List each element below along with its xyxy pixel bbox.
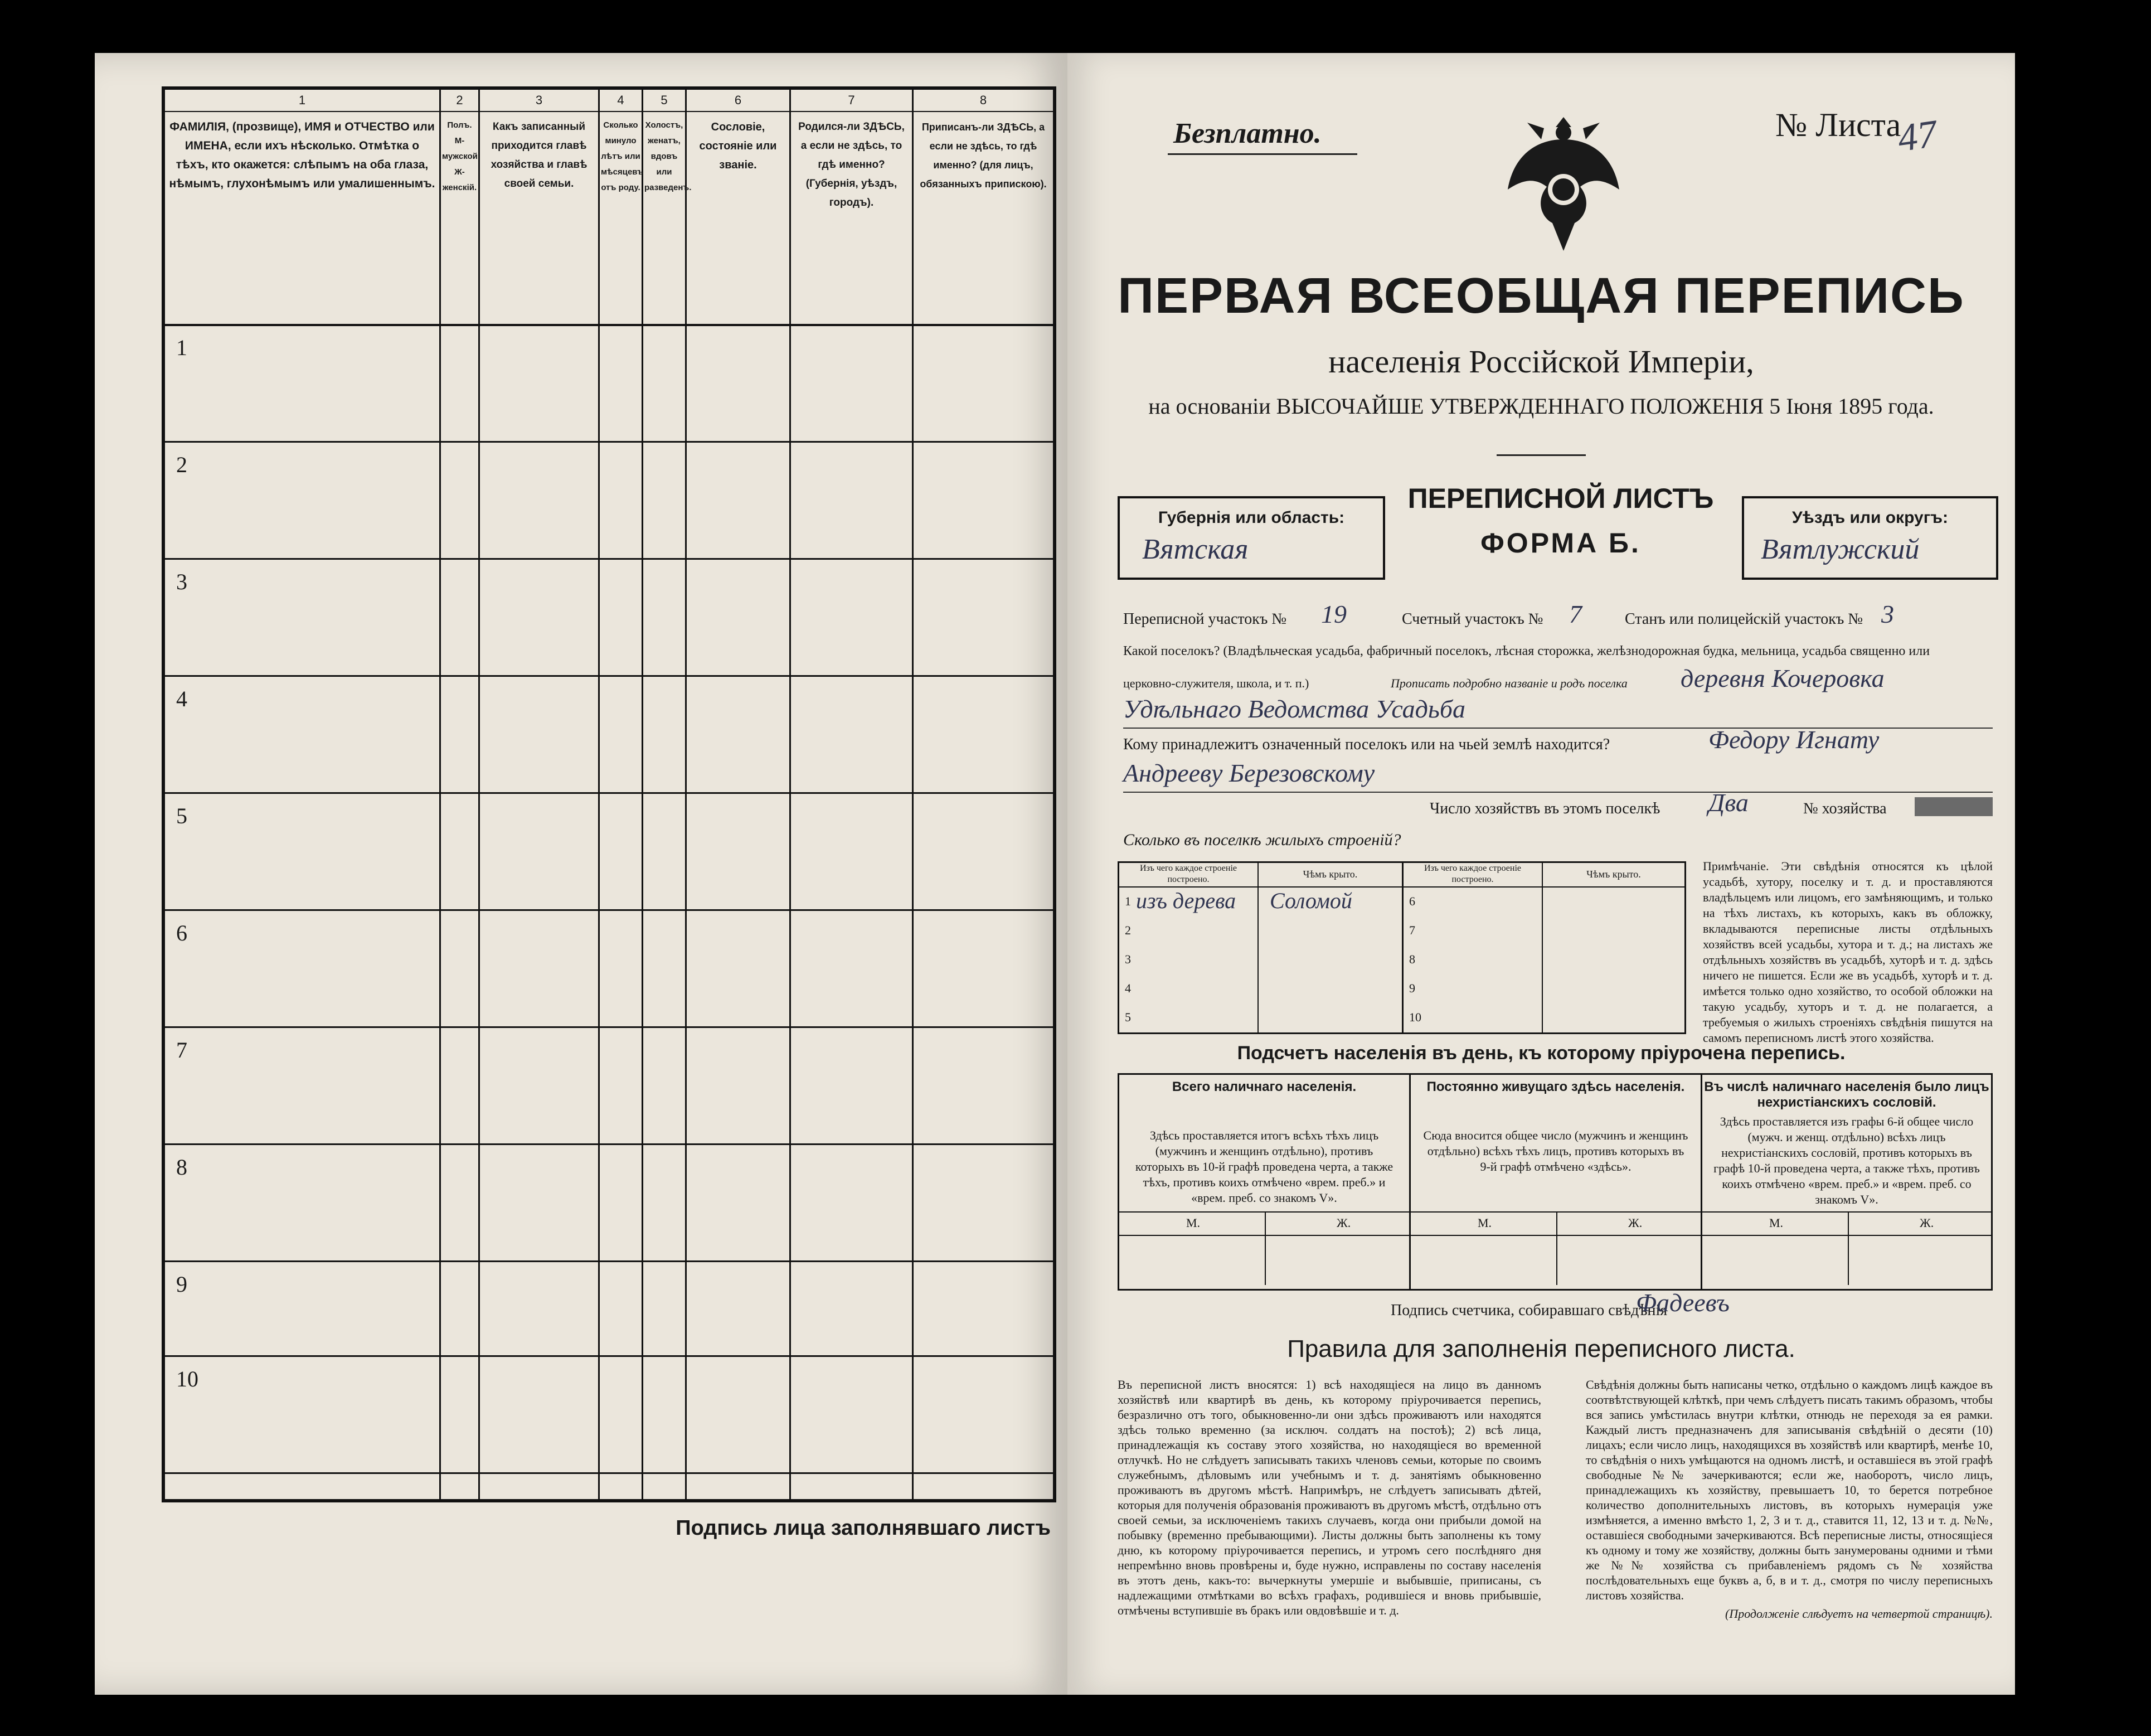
count-column-total — [1119, 1075, 1411, 1289]
column-header: Какъ записанный приходится главѣ хозяйства и главѣ своей семьи. — [491, 121, 587, 190]
row-number: 8 — [1409, 952, 1415, 966]
row-number: 3 — [176, 569, 187, 594]
row-number: 1 — [176, 335, 187, 360]
note-text: Примѣчаніе. Эти свѣдѣнія относятся къ цѣлой усадьбѣ, хутору, поселку и т. д. и проставляются владѣльцемъ или лицомъ, его замѣняющимъ, и только на тѣхъ листахъ, къ которыхъ, какъ въ обложку, вкладываются переписные листы отдѣльныхъ хозяйствъ всей усадьбы, хутора и т. д.; на листахъ же отдѣльныхъ хозяйствъ въ усадьбѣ, хуторѣ и т. д. здѣсь ничего не пишется. Если же въ усадьбѣ, хуторѣ и т. д. имѣется только одно хозяйство, то особой обложки на такую усадьбу, хуторъ и т. д. не полагается, а требуемыя о жилыхъ строеніяхъ свѣдѣнія пишутся на самомъ переписномъ листѣ этого хозяйства. — [1703, 859, 1993, 1045]
buildings-left-half — [1119, 863, 1404, 1032]
count-column-permanent — [1411, 1075, 1702, 1289]
settlement-question-2: церковно-служителя, школа, и т. п.) — [1123, 676, 1309, 690]
table-row — [165, 675, 1053, 711]
row-number: 9 — [176, 1272, 187, 1297]
page-subtitle: населенія Россійской Имперіи, — [1328, 343, 1754, 380]
census-table — [162, 86, 1056, 1502]
settlement-hint: Прописать подробно названіе и родъ поселка — [1391, 676, 1628, 690]
rules-left-text: Въ переписной листъ вносятся: 1) всѣ находящіеся на лицо въ данномъ хозяйствѣ или квартирѣ въ день, къ которому пріурочивается перепись, безразлично отъ того, обыкновенно-ли они здѣсь проживаютъ или находятся здѣсь только временно (за исключ. солдатъ на постоѣ); 2) всѣ лица, принадлежащія къ составу этого хозяйства, но находящіеся во временной отлучкѣ. Но не слѣдуетъ записывать такихъ членовъ семьи, которые по своимъ служебнымъ, дѣловымъ или учебнымъ и т. д. занятіямъ обыкновенно проживаютъ въ другомъ мѣстѣ. Напримѣръ, не слѣдуетъ записывать дѣтей, которыя для полученія образованія проживаютъ въ другомъ мѣстѣ, отдѣльно отъ своей семьи, за исключеніемъ такихъ случаевъ, когда они прибыли домой на побывку (временно пребывающими). Листы должны быть заполнены къ тому дню, къ которому пріурочивается перепись, и утромъ сего послѣдняго дня непремѣнно вновь провѣрены и, буде нужно, исправлены по составу населенія въ этотъ день, какъ-то: вычеркнуты умершіе и выбывшіе, приписаны, съ надлежащими отмѣтками во всѣхъ графахъ, родившіеся и вновь прибывшіе, отмѣчены вступившіе въ бракъ или овдовѣвшіе и т. д. — [1118, 1378, 1541, 1617]
column-number: 7 — [791, 90, 912, 112]
row-number: 8 — [176, 1155, 187, 1180]
divider — [1497, 454, 1586, 456]
stan-value[interactable]: 3 — [1881, 600, 1894, 628]
male-label: М. — [1478, 1216, 1492, 1230]
gubernia-label: Губернія или область: — [1158, 508, 1345, 527]
census-district-label: Переписной участокъ № — [1123, 610, 1287, 628]
column-2 — [441, 90, 480, 1499]
female-label: Ж. — [1920, 1216, 1934, 1230]
column-header: Полъ. М-мужской. Ж-женскій. — [442, 120, 480, 192]
owner-value-1[interactable]: Федору Игнату — [1708, 725, 1880, 754]
count-column-header: Постоянно живущаго здѣсь населенія. — [1426, 1079, 1685, 1094]
divider — [1123, 792, 1993, 793]
left-page — [95, 53, 1067, 1695]
count-column-header: Въ числѣ наличнаго населенія было лицъ нехристіанскихъ сословій. — [1704, 1079, 1989, 1110]
household-no-label: № хозяйства — [1803, 800, 1887, 817]
column-number: 3 — [480, 90, 598, 112]
table-row — [165, 909, 1053, 945]
table-row — [165, 441, 1053, 477]
column-number: 8 — [914, 90, 1053, 112]
row-number: 5 — [176, 803, 187, 828]
female-label: Ж. — [1337, 1216, 1351, 1230]
table-row — [165, 1355, 1053, 1391]
uyezd-value[interactable]: Вятлужский — [1761, 534, 1920, 565]
form-title: ПЕРЕПИСНОЙ ЛИСТЪ — [1407, 483, 1714, 514]
column-header: Сословіе, состояніе или званіе. — [699, 121, 777, 171]
roof-header: Чѣмъ крыто. — [1259, 863, 1402, 888]
right-page — [1067, 53, 2015, 1695]
row-number: 1 — [1125, 894, 1131, 908]
table-row — [165, 1260, 1053, 1297]
divider — [1848, 1213, 1849, 1285]
settlement-question: Какой поселокъ? (Владѣльческая усадьба, фабричный поселокъ, лѣсная сторожка, желѣзнодорожная будка, мельница, усадьба священно или — [1123, 644, 1930, 658]
column-header: ФАМИЛІЯ, (прозвище), ИМЯ и ОТЧЕСТВО или ИМЕНА, если ихъ нѣсколько. Отмѣтка о тѣхъ, кто окажется: слѣпымъ на оба глаза, нѣмымъ, глухонѣмымъ или умалишеннымъ. — [169, 120, 435, 190]
rules-right-text — [1586, 1377, 1993, 1621]
material-header: Изъ чего каждое строеніе построено. — [1119, 863, 1259, 888]
row-number: 10 — [176, 1366, 198, 1391]
count-column-non-christian — [1702, 1075, 1991, 1289]
rules-right-body: Свѣдѣнія должны быть написаны четко, отдѣльно о каждомъ лицѣ каждое въ соотвѣтствующей клѣткѣ, при чемъ слѣдуетъ писать такимъ образомъ, чтобы вся запись умѣстилась внутри клѣтки, отнюдь не переходя за ея рамки. Каждый листъ предназначенъ для записыванія свѣдѣній о десяти (10) лицахъ; если число лицъ, находящихся въ хозяйствѣ или квартирѣ, менѣе 10, то свѣдѣнія о нихъ умѣщаются на одномъ листѣ, и оставшіеся въ этой графѣ свободные №№ зачеркиваются; если же, наоборотъ, число лицъ, принадлежащихъ къ хозяйству, превышаетъ 10, то берется потребное количество дополнительныхъ листовъ, въ которыхъ нумерація уже измѣняется, а именно вмѣсто 1, 2, 3 и т. д., ставится 11, 12, 13 и т. д. №№, оставшіеся свободными зачеркиваются. Всѣ переписные листы, относящіеся къ одному и тому же хозяйству, должны быть занумерованы одними и тѣми же №№ хозяйства съ прибавленіемъ рядомъ съ № хозяйства послѣдовательныхъ еще буквъ а, б, в и т. д., смотря по числу переписныхъ листовъ хозяйства. — [1586, 1378, 1993, 1602]
population-count-table — [1118, 1073, 1993, 1291]
mf-row — [1702, 1211, 1991, 1236]
buildings-table — [1118, 861, 1686, 1034]
households-value[interactable]: Два — [1708, 788, 1749, 817]
counter-sign-value[interactable]: Фадеевъ — [1636, 1288, 1730, 1317]
table-row — [165, 1472, 1053, 1474]
count-column-desc: Здѣсь проставляется итогъ всѣхъ тѣхъ лицъ (мужчинъ и женщинъ отдѣльно), противъ которыхъ въ 10-й графѣ проведена черта, а также тѣхъ, противъ коихъ отмѣчено «врем. преб.» и «врем. преб. со знакомъ V». — [1135, 1128, 1393, 1205]
row-number: 7 — [1409, 923, 1415, 937]
stan-label: Станъ или полицейскій участокъ № — [1625, 610, 1863, 628]
column-6 — [687, 90, 791, 1499]
column-5 — [643, 90, 692, 1499]
male-label: М. — [1769, 1216, 1784, 1230]
column-3 — [480, 90, 600, 1499]
gubernia-box — [1118, 496, 1385, 580]
material-header: Изъ чего каждое строеніе построено. — [1404, 863, 1543, 888]
row1-roof[interactable]: Соломой — [1270, 888, 1352, 913]
row-number: 6 — [1409, 894, 1415, 908]
census-district-value[interactable]: 19 — [1321, 600, 1347, 628]
settlement-value-2[interactable]: Удѣльнаго Ведомства Усадьба — [1123, 695, 1465, 723]
column-header: Родился-ли ЗДѢСЬ, а если не здѣсь, то гдѣ именно? (Губернія, уѣздъ, городъ). — [798, 121, 905, 208]
row-number: 6 — [176, 920, 187, 945]
column-header: Холостъ, женатъ, вдовъ или разведенъ. — [644, 120, 692, 192]
sheet-number-label: № Листа — [1775, 106, 1901, 143]
form-subtitle: ФОРМА Б. — [1480, 527, 1641, 559]
table-row — [165, 1143, 1053, 1180]
column-4 — [600, 90, 643, 1499]
row-number: 4 — [1125, 981, 1131, 995]
owner-label: Кому принадлежитъ означенный поселокъ или на чьей землѣ находится? — [1123, 736, 1610, 753]
rules-continued: (Продолженіе слѣдуетъ на четвертой страницѣ). — [1725, 1607, 1993, 1621]
material-column — [1404, 888, 1543, 1032]
count-column-header: Всего наличнаго населенія. — [1172, 1079, 1357, 1094]
uyezd-label: Уѣздъ или округъ: — [1791, 508, 1949, 527]
table-row — [165, 792, 1053, 828]
count-column-desc: Здѣсь проставляется изъ графы 6-й общее число (мужч. и женщ. отдѣльно) всѣхъ лицъ нехристіанскихъ сословій, противъ которыхъ въ графѣ 10-й проведена черта, а также тѣхъ, противъ коихъ отмѣчено «врем. преб.» и «врем. преб. со знакомъ V». — [1713, 1114, 1980, 1206]
free-label: Безплатно. — [1173, 118, 1322, 149]
redacted-mark — [1915, 797, 1993, 816]
column-number: 1 — [165, 90, 439, 112]
row-number: 7 — [176, 1037, 187, 1063]
divider — [1168, 153, 1357, 155]
row-number: 5 — [1125, 1010, 1131, 1024]
uyezd-box — [1742, 496, 1998, 580]
owner-value-2[interactable]: Андрееву Березовскому — [1123, 759, 1375, 787]
page-title: ПЕРВАЯ ВСЕОБЩАЯ ПЕРЕПИСЬ — [1118, 268, 1965, 324]
count-district-value[interactable]: 7 — [1569, 600, 1582, 628]
table-row — [165, 324, 1053, 360]
row1-material[interactable]: изъ дерева — [1136, 888, 1236, 913]
settlement-value-1[interactable]: деревня Кочеровка — [1681, 664, 1885, 692]
count-title: Подсчетъ населенія въ день, къ которому пріурочена перепись. — [1237, 1042, 1846, 1064]
households-label: Число хозяйствъ въ этомъ поселкѣ — [1430, 800, 1660, 817]
row-number: 2 — [176, 452, 187, 477]
buildings-right-half — [1404, 863, 1684, 1032]
column-header: Приписанъ-ли ЗДѢСЬ, а если не здѣсь, то гдѣ именно? (для лицъ, обязанныхъ припискою). — [920, 122, 1047, 190]
imperial-eagle-icon — [1502, 106, 1625, 262]
count-district-label: Счетный участокъ № — [1402, 610, 1543, 628]
row-number: 2 — [1125, 923, 1131, 937]
column-number: 2 — [441, 90, 478, 112]
row-number: 4 — [176, 686, 187, 711]
column-number: 6 — [687, 90, 789, 112]
count-column-desc: Сюда вносится общее число (мужчинъ и женщинъ отдѣльно) всѣхъ тѣхъ лицъ, противъ которыхъ въ 9-й графѣ отмѣчено «здѣсь». — [1423, 1128, 1688, 1174]
table-row — [165, 1026, 1053, 1063]
divider — [1265, 1213, 1266, 1285]
column-8 — [914, 90, 1053, 1499]
row-number: 3 — [1125, 952, 1131, 966]
column-number: 4 — [600, 90, 642, 112]
male-label: М. — [1186, 1216, 1201, 1230]
column-7 — [791, 90, 914, 1499]
sheet-number-value: 47 — [1895, 112, 1940, 161]
rules-title: Правила для заполненія переписного листа. — [1287, 1335, 1795, 1362]
counter-sign-label: Подпись счетчика, собиравшаго свѣдѣнія — [1391, 1302, 1668, 1319]
row-number: 10 — [1409, 1010, 1421, 1024]
row-number: 9 — [1409, 981, 1415, 995]
left-signature-label: Подпись лица заполнявшаго листъ — [676, 1516, 1051, 1540]
column-number: 5 — [643, 90, 685, 112]
table-row — [165, 558, 1053, 594]
decree-basis: на основаніи ВЫСОЧАЙШЕ УТВЕРЖДЕННАГО ПОЛОЖЕНІЯ 5 Іюня 1895 года. — [1148, 394, 1934, 419]
roof-header: Чѣмъ крыто. — [1543, 863, 1684, 888]
column-header: Сколько минуло лѣтъ или мѣсяцевъ отъ роду. — [601, 120, 644, 192]
mf-row — [1411, 1211, 1701, 1236]
divider — [1556, 1213, 1557, 1285]
column-1 — [165, 90, 441, 1499]
female-label: Ж. — [1628, 1216, 1643, 1230]
mf-row — [1119, 1211, 1409, 1236]
gubernia-value[interactable]: Вятская — [1142, 534, 1249, 565]
buildings-label: Сколько въ поселкѣ жилыхъ строеній? — [1123, 831, 1401, 849]
